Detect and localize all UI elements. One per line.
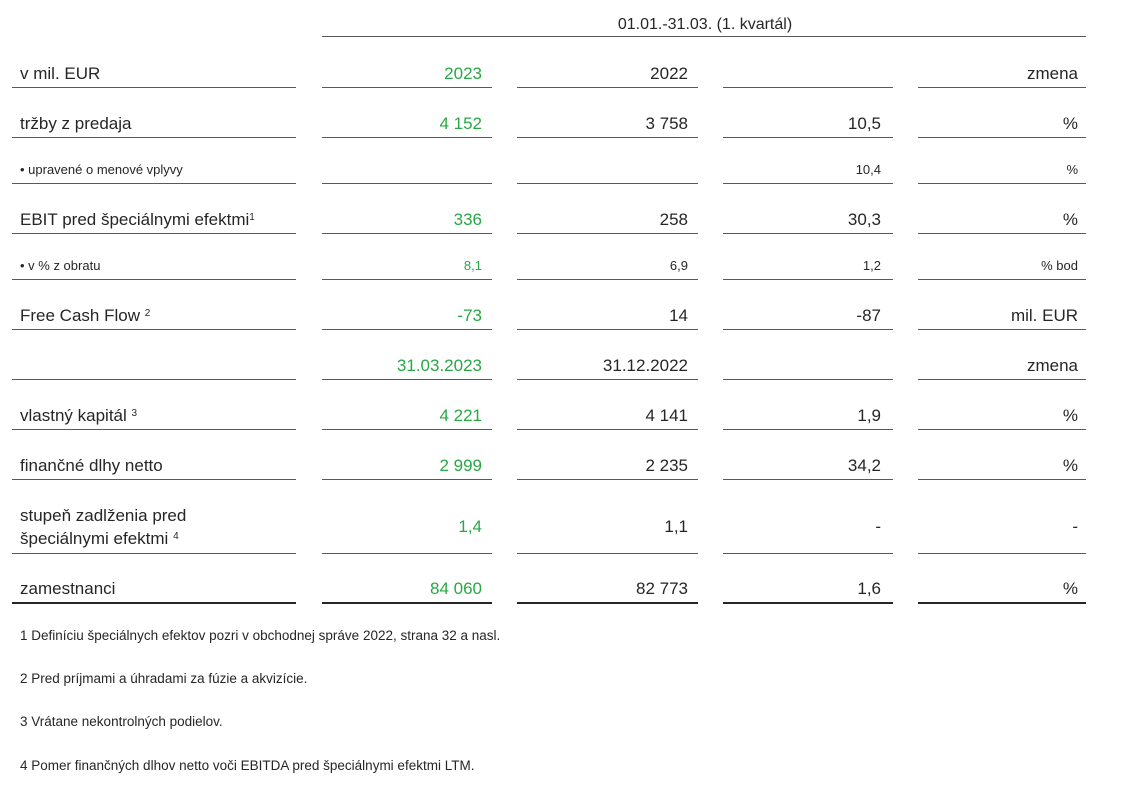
value-2023: 2 999 [322, 456, 492, 480]
value-2022: 82 773 [517, 579, 698, 604]
footnote-ref: 1 [249, 212, 255, 223]
change-header-empty [723, 84, 893, 88]
change-header-empty [723, 376, 893, 380]
footnote-4: 4 Pomer finančných dlhov netto voči EBITDA pred špeciálnymi efektmi LTM. [20, 758, 475, 773]
row-label: Free Cash Flow $^2$ [12, 306, 296, 330]
value-2022: 258 [517, 210, 698, 234]
date-2023-header: 31.03.2023 [322, 356, 492, 380]
change-unit: % [918, 579, 1086, 604]
change-value: -87 [723, 306, 893, 330]
value-2023: 8,1 [322, 256, 492, 280]
table-row-equity [0, 392, 1124, 430]
table-row-free-cash-flow [0, 292, 1124, 330]
change-value: 1,6 [723, 579, 893, 604]
value-2022: 2 235 [517, 456, 698, 480]
table-row-ebit-margin [0, 246, 1124, 280]
footnote-2: 2 Pred príjmami a úhradami za fúzie a akvizície. [20, 671, 308, 686]
change-unit: % [918, 160, 1086, 184]
year-2022-header: 2022 [517, 64, 698, 88]
change-unit: - [918, 517, 1086, 554]
table-row-ebit [0, 196, 1124, 234]
label-unit: v mil. EUR [12, 64, 296, 88]
change-header: zmena [918, 356, 1086, 380]
row-label: zamestnanci [12, 579, 296, 604]
value-2023 [322, 180, 492, 184]
value-2023: 4 152 [322, 114, 492, 138]
period-header-rule [322, 36, 1086, 37]
row-label: • v % z obratu [12, 256, 296, 280]
value-2023: 1,4 [322, 517, 492, 554]
period-header: 01.01.-31.03. (1. kvartál) [617, 16, 793, 33]
row-label [12, 376, 296, 380]
value-2022: 3 758 [517, 114, 698, 138]
row-label: tržby z predaja [12, 114, 296, 138]
table-header-row [0, 50, 1124, 88]
row-label: stupeň zadlženia pred špeciálnymi efektmi $^4$ [12, 504, 296, 554]
row-label: vlastný kapitál $^3$ [12, 406, 296, 430]
table-date-header-row [0, 342, 1124, 380]
footnote-ref: 2 [144, 308, 151, 319]
change-unit: % [918, 406, 1086, 430]
change-unit: % bod [918, 256, 1086, 280]
footnote-ref: 3 [131, 408, 138, 419]
change-unit: % [918, 114, 1086, 138]
value-2023: -73 [322, 306, 492, 330]
change-value: 1,2 [723, 256, 893, 280]
table-row-leverage [0, 500, 1124, 554]
change-value: 30,3 [723, 210, 893, 234]
change-value: 1,9 [723, 406, 893, 430]
value-2022: 14 [517, 306, 698, 330]
value-2022 [517, 180, 698, 184]
value-2023: 4 221 [322, 406, 492, 430]
footnote-1: 1 Definíciu špeciálnych efektov pozri v obchodnej správe 2022, strana 32 a nasl. [20, 628, 501, 643]
value-2022: 1,1 [517, 517, 698, 554]
change-unit: % [918, 456, 1086, 480]
change-value: - [723, 517, 893, 554]
table-row-sales [0, 100, 1124, 138]
value-2022: 4 141 [517, 406, 698, 430]
change-header: zmena [918, 64, 1086, 88]
year-2023-header: 2023 [322, 64, 492, 88]
row-label: • upravené o menové vplyvy [12, 160, 296, 184]
footnote-3: 3 Vrátane nekontrolných podielov. [20, 714, 223, 729]
change-value: 10,5 [723, 114, 893, 138]
change-unit: mil. EUR [918, 306, 1086, 330]
value-2022: 6,9 [517, 256, 698, 280]
value-2023: 336 [322, 210, 492, 234]
change-unit: % [918, 210, 1086, 234]
table-row-net-debt [0, 442, 1124, 480]
footnote-ref: 4 [173, 531, 179, 542]
row-label: EBIT pred špeciálnymi efektmi$^1$ [12, 210, 296, 234]
change-value: 34,2 [723, 456, 893, 480]
row-label: finančné dlhy netto [12, 456, 296, 480]
table-row-employees [0, 566, 1124, 604]
date-2022-header: 31.12.2022 [517, 356, 698, 380]
table-row-currency-adjusted [0, 150, 1124, 184]
change-value: 10,4 [723, 160, 893, 184]
value-2023: 84 060 [322, 579, 492, 604]
